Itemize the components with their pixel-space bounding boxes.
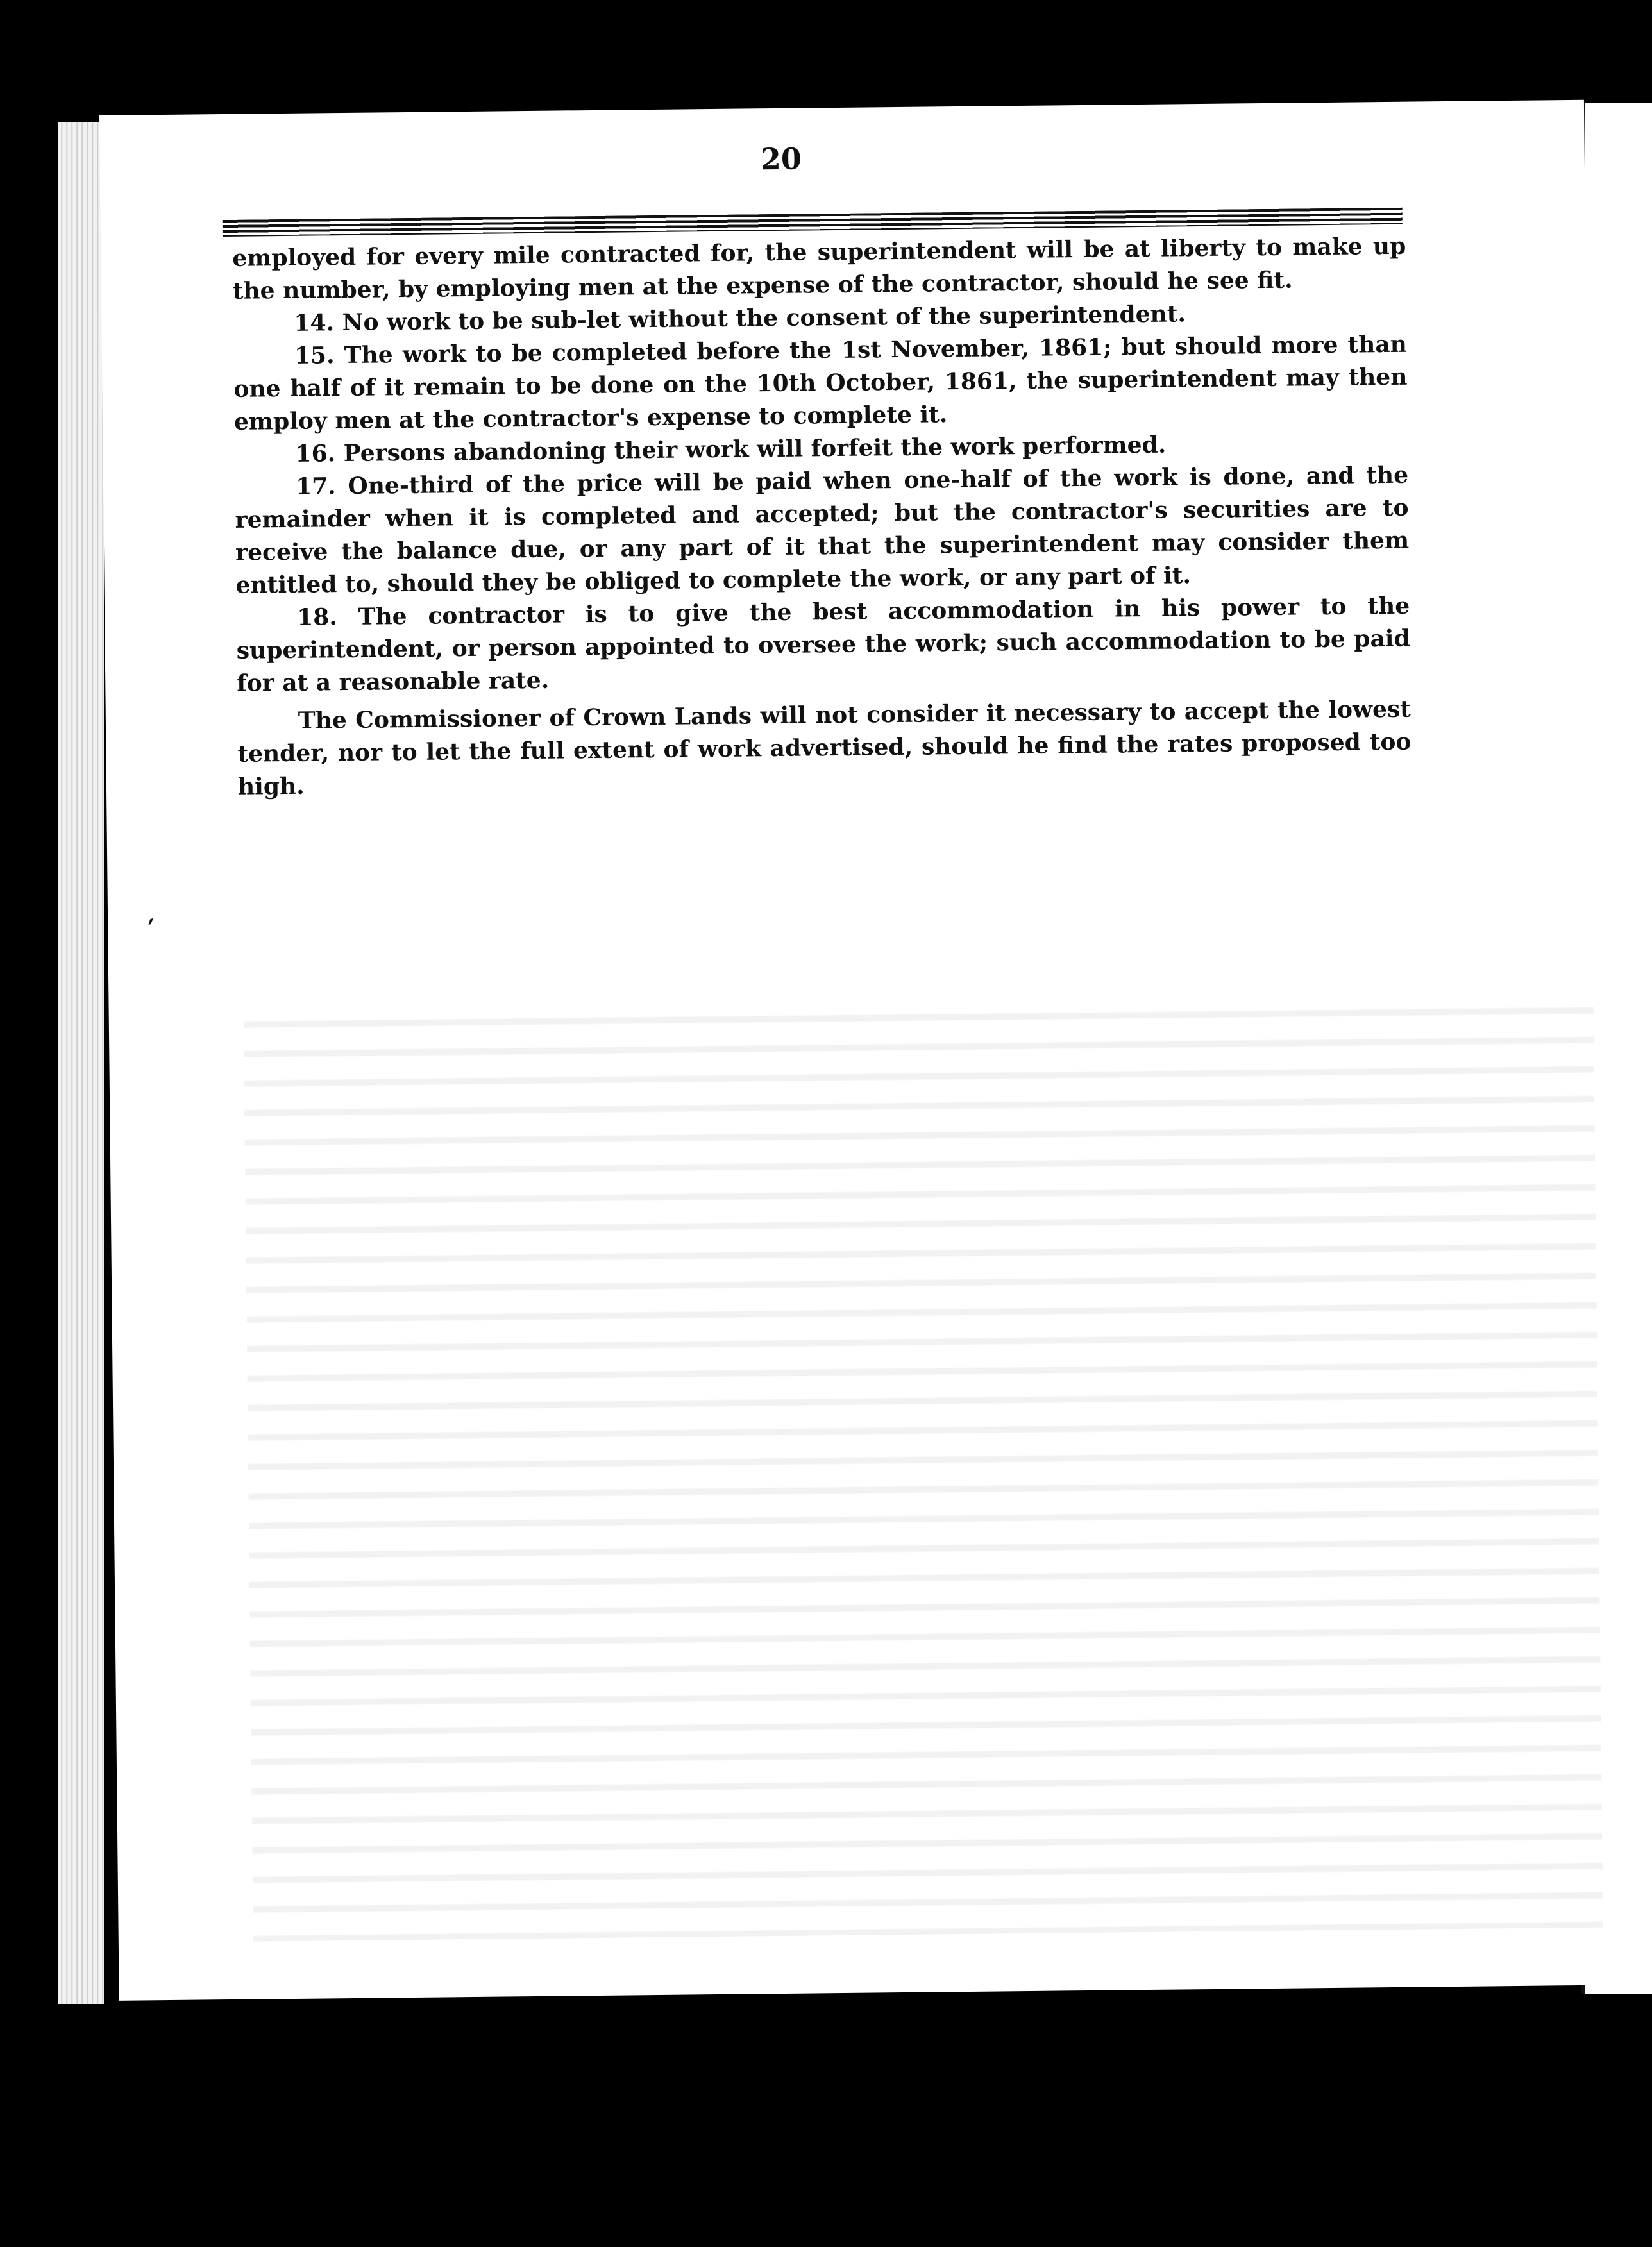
ink-mark: ˊ bbox=[141, 915, 164, 948]
paragraph-17: 17. One-third of the price will be paid when one-half of the work is done, and the remainder when it is completed and accepted; but the contractor's securities are to receive the balance due, or any part of it that the superintendent may consider them entitled to, should they be obliged to complete the work, or any part of it. bbox=[235, 461, 1410, 599]
document-page bbox=[99, 100, 1604, 2001]
page-number: 20 bbox=[760, 141, 802, 177]
show-through-bleed bbox=[243, 985, 1603, 1942]
body-text bbox=[232, 230, 1412, 804]
paragraph-14: 14. No work to be sub-let without the consent of the superintendent. bbox=[294, 300, 1186, 337]
paragraph-18: 18. The contractor is to give the best accommodation in his power to the superintendent, or person appointed to oversee the work; such accommodation to be paid for at a reasonable rate. bbox=[236, 592, 1410, 697]
page-edge-stack bbox=[58, 122, 104, 2004]
paragraph-continuation: employed for every mile contracted for, the superintendent will be at liberty to make up the number, by employing men at the expense of the contractor, should he see fit. bbox=[232, 232, 1406, 305]
closing-paragraph: The Commissioner of Crown Lands will not consider it necessary to accept the lowest tender, nor to let the full extent of work advertised, should he find the rates proposed too high. bbox=[237, 695, 1412, 800]
paragraph-16: 16. Persons abandoning their work will forfeit the work performed. bbox=[295, 431, 1167, 467]
paragraph-15: 15. The work to be completed before the 1st November, 1861; but should more than one half of it remain to be done on the 10th October, 1861, the superintendent may then employ men at the contractor's expense to complete it. bbox=[233, 330, 1408, 435]
